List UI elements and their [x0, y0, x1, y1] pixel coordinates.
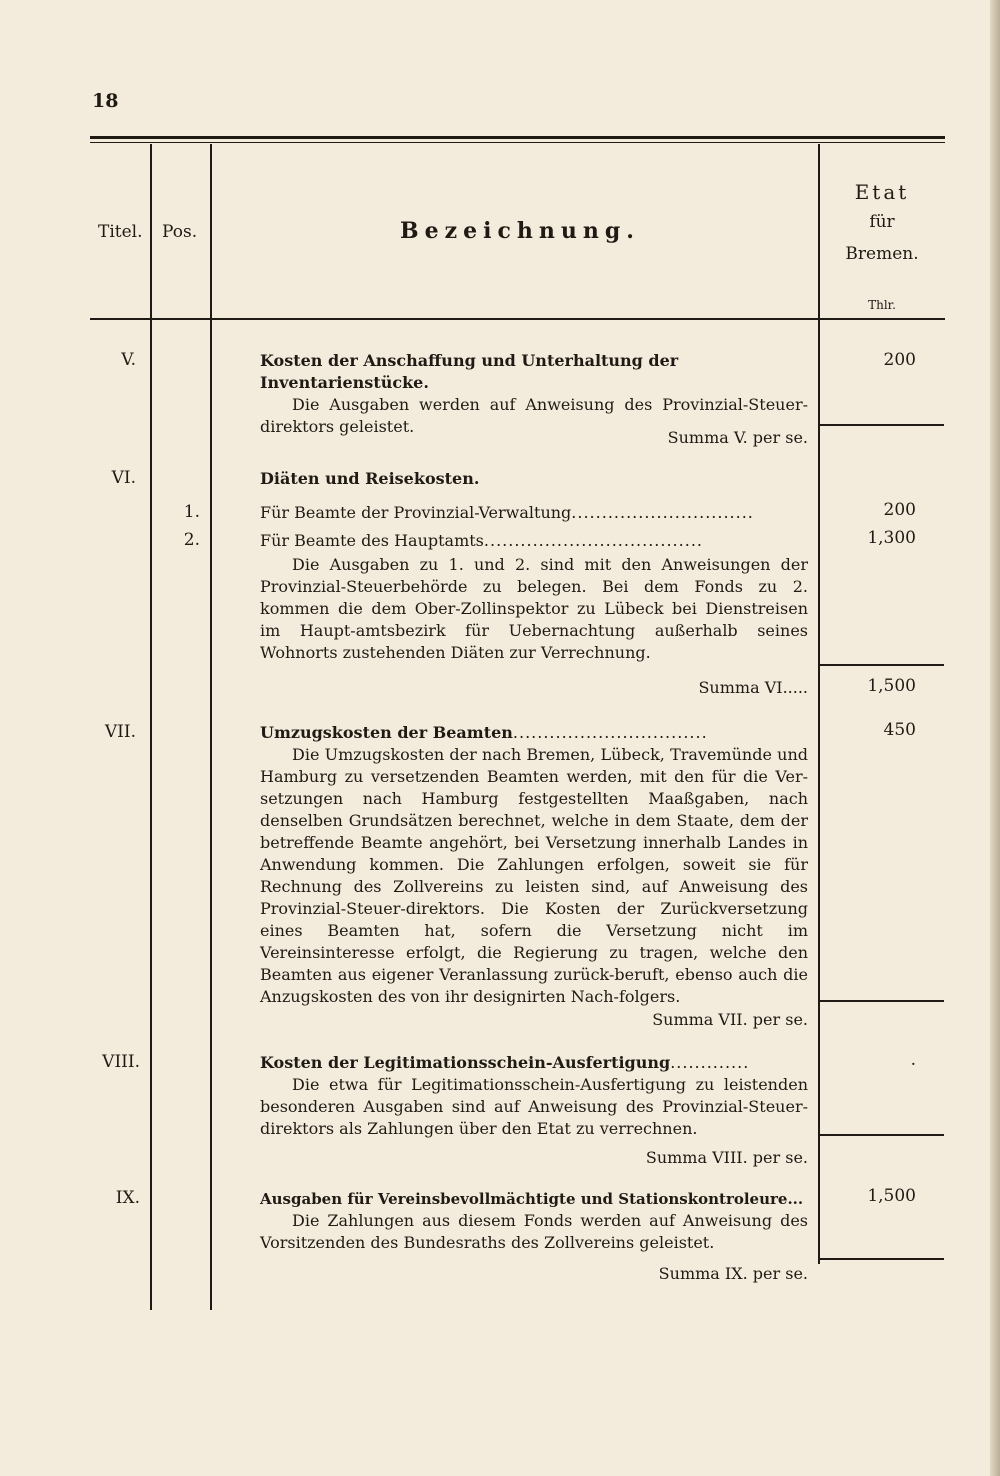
header-titel: Titel. — [98, 222, 143, 242]
section-v-block — [260, 350, 808, 438]
section-vii-amount: 450 — [883, 720, 916, 740]
section-vi-note: Die Ausgaben zu 1. und 2. sind mit den Anweisungen der Provinzial-Steuerbehörde zu belegen. Bei dem Fonds zu 2. kommen die dem Ober-Zollinspektor zu Lübeck bei Dienstreisen im Haupt-amtsbezirk für Uebernachtung außerhalb seines Wohnorts zustehenden Diäten zur Verrechnung. — [260, 555, 808, 662]
section-v-note: Die Ausgaben werden auf Anweisung des Provinzial-Steuer-direktors geleistet. — [260, 395, 808, 436]
section-vi-item2 — [260, 530, 808, 552]
section-viii-title — [260, 1052, 808, 1074]
section-ix-sum-rule — [820, 1258, 944, 1260]
section-v-title: Kosten der Anschaffung und Unterhaltung der Inventarienstücke. — [260, 351, 679, 392]
section-viii-block — [260, 1052, 808, 1140]
leader-dots: .................................... — [483, 531, 703, 550]
section-viii-sum-rule — [820, 1134, 944, 1136]
section-ix-block — [260, 1188, 808, 1254]
section-v-sum-rule — [820, 424, 944, 426]
section-viii-summa: Summa VIII. per se. — [645, 1148, 808, 1167]
header-unit: Thlr. — [868, 298, 896, 312]
section-ix-title: Ausgaben für Vereinsbevollmächtigte und Stationskontroleure... — [260, 1190, 804, 1208]
section-ix-note: Die Zahlungen aus diesem Fonds werden auf Anweisung des Vorsitzenden des Bundesraths des Zollvereins geleistet. — [260, 1211, 808, 1252]
section-vi-item1 — [260, 502, 808, 524]
section-vi-item2-amount: 1,300 — [867, 528, 916, 548]
section-vii-title — [260, 722, 808, 744]
header-fuer: für — [869, 212, 895, 232]
section-vi-item1-amount: 200 — [883, 500, 916, 520]
section-ix-summa: Summa IX. per se. — [658, 1264, 808, 1283]
section-vi-summa-amount: 1,500 — [867, 676, 916, 696]
section-vi-title: Diäten und Reisekosten. — [260, 469, 480, 488]
section-vii-note: Die Umzugskosten der nach Bremen, Lübeck, Travemünde und Hamburg zu versetzenden Beamten werden, mit den für die Ver-setzungen nach Hamburg festgestellten Maaßgaben, nach denselben Grundsätzen berechnet, welche in dem Staate, dem der betreffende Beamte angehört, bei Versetzung innerhalb Landes in Anwendung kommen. Die Zahlungen erfolgen, soweit sie für Rechnung des Zollvereins zu leisten sind, auf Anweisung des Provinzial-Steuer-direktors. Die Kosten der Zurückversetzung eines Beamten hat, sofern die Versetzung nicht im Vereinsinteresse erfolgt, die Regierung zu tragen, welche den Beamten aus eigener Veranlassung zurück-beruft, ebenso auch die Anzugskosten des von ihr designirten Nach-folgers. — [260, 745, 808, 1006]
section-v-amount: 200 — [883, 350, 916, 370]
section-vi-titel: VI. — [111, 468, 136, 488]
section-viii-title-text: Kosten der Legitimationsschein-Ausfertigung — [260, 1053, 671, 1072]
section-vi-sum-rule — [820, 664, 944, 666]
section-vi-item1-pos: 1. — [183, 502, 200, 522]
section-vi-item2-text: Für Beamte des Hauptamts — [260, 531, 484, 550]
page-number: 18 — [92, 90, 119, 112]
header-etat: Etat — [854, 180, 910, 204]
section-vi-item1-text: Für Beamte der Provinzial-Verwaltung — [260, 503, 572, 522]
column-divider-etat — [818, 144, 820, 1264]
header-rule — [90, 318, 945, 320]
section-viii-amount: . — [910, 1050, 916, 1070]
top-rule-thin — [90, 142, 945, 143]
section-ix-titel: IX. — [115, 1188, 140, 1208]
leader-dots: .............................. — [571, 503, 754, 522]
header-bezeichnung: Bezeichnung. — [400, 218, 640, 244]
section-v-summa: Summa V. per se. — [667, 428, 808, 447]
column-divider-pos — [210, 144, 212, 1310]
section-viii-titel: VIII. — [102, 1052, 140, 1072]
column-divider-titel — [150, 144, 152, 1310]
section-vi-summa: Summa VI..... — [698, 678, 808, 697]
section-vii-block — [260, 722, 808, 1008]
section-vi-item2-pos: 2. — [183, 530, 200, 550]
section-vii-sum-rule — [820, 1000, 944, 1002]
header-pos: Pos. — [162, 222, 198, 242]
page-edge — [990, 0, 1000, 1476]
section-v-titel: V. — [121, 350, 136, 370]
leader-dots: ............. — [670, 1053, 750, 1072]
section-vii-titel: VII. — [104, 722, 136, 742]
leader-dots: ................................ — [512, 723, 708, 742]
top-rule — [90, 136, 945, 139]
header-bremen: Bremen. — [845, 244, 919, 264]
section-ix-amount: 1,500 — [867, 1186, 916, 1206]
section-vii-title-text: Umzugskosten der Beamten — [260, 723, 513, 742]
section-vii-summa: Summa VII. per se. — [652, 1010, 808, 1029]
section-viii-note: Die etwa für Legitimationsschein-Ausfertigung zu leistenden besonderen Ausgaben sind auf Anweisung des Provinzial-Steuer-direktors als Zahlungen über den Etat zu verrechnen. — [260, 1075, 808, 1138]
